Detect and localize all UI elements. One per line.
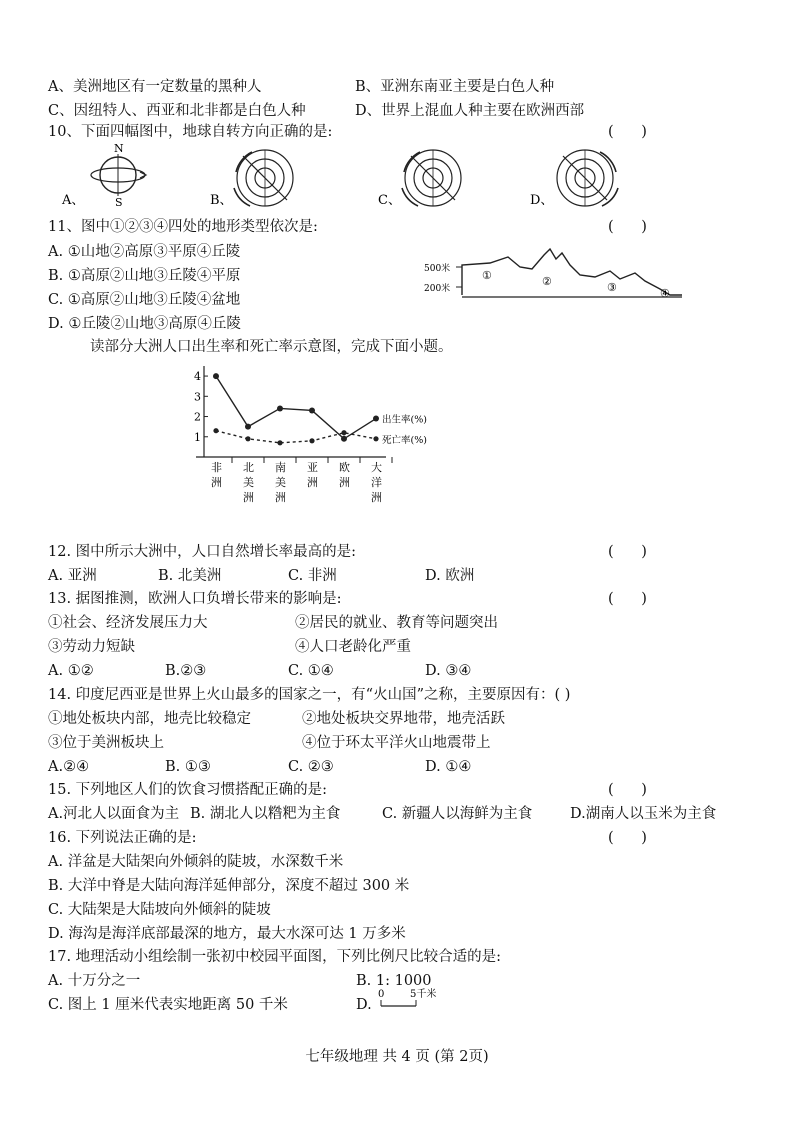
scale-distance-label: 5千米 [410, 989, 437, 1000]
q11-option-c: C. ①高原②山地③丘陵④盆地 [48, 292, 241, 308]
q13-stem: 13. 据图推测，欧洲人口负增长带来的影响是: [48, 591, 342, 607]
q12-stem: 12. 图中所示大洲中，人口自然增长率最高的是: [48, 544, 357, 560]
profile-marker-4: ④ [660, 287, 670, 300]
data-point [213, 373, 219, 379]
x-tick-label: 亚 [307, 461, 318, 474]
q16-option-d: D. 海沟是海洋底部最深的地方，最大水深可达 1 万多米 [48, 926, 406, 942]
q13-answer-paren: ( ) [608, 591, 647, 607]
reading-prompt: 读部分大洲人口出生率和死亡率示意图，完成下面小题。 [90, 339, 453, 355]
q15-option-a: A.河北人以面食为主 [48, 806, 180, 822]
q10-earth-rotation-figures [60, 142, 690, 214]
profile-label-500m: 500米 [424, 264, 451, 274]
q14-option-c: C. ②③ [288, 759, 334, 775]
q10-figure-c-polar-icon [402, 150, 461, 206]
x-tick-label: 北 [243, 461, 254, 474]
q14-item-3: ③位于美洲板块上 [48, 735, 164, 751]
q17-scale-bar [374, 986, 454, 1012]
q17-option-c: C. 图上 1 厘米代表实地距离 50 千米 [48, 997, 288, 1013]
q14-item-1: ①地处板块内部，地壳比较稳定 [48, 711, 251, 727]
x-tick-label: 洲 [243, 491, 254, 504]
q15-answer-paren: ( ) [608, 782, 647, 798]
q14-stem: 14. 印度尼西亚是世界上火山最多的国家之一，有“火山国”之称，主要原因有：( ) [48, 687, 571, 703]
data-point [341, 430, 346, 435]
q17-stem: 17. 地理活动小组绘制一张初中校园平面图，下列比例尺比较合适的是: [48, 949, 502, 965]
q10-answer-paren: ( ) [608, 124, 647, 140]
data-point [309, 407, 315, 413]
y-tick-label: 3 [194, 390, 201, 404]
q12-option-d: D. 欧洲 [425, 568, 475, 584]
data-point [373, 436, 378, 441]
q12-option-c: C. 非洲 [288, 568, 337, 584]
q11-option-b: B. ①高原②山地③丘陵④平原 [48, 268, 241, 284]
profile-marker-1: ① [482, 269, 492, 282]
q13-option-b: B.②③ [165, 663, 207, 679]
series-line-death-rate [216, 431, 376, 443]
data-point [373, 416, 379, 422]
page-footer: 七年级地理 共 4 页 (第 2页) [305, 1049, 489, 1065]
data-point [245, 436, 250, 441]
q16-answer-paren: ( ) [608, 830, 647, 846]
data-point [213, 428, 218, 433]
q13-item-2: ②居民的就业、教育等问题突出 [295, 615, 498, 631]
x-tick-label: 洲 [307, 476, 318, 489]
q14-item-4: ④位于环太平洋火山地震带上 [302, 735, 491, 751]
q14-option-d: D. ①④ [425, 759, 472, 775]
x-tick-label: 非 [211, 461, 222, 474]
q13-item-1: ①社会、经济发展压力大 [48, 615, 208, 631]
q13-item-4: ④人口老龄化严重 [295, 639, 411, 655]
q15-stem: 15. 下列地区人们的饮食习惯搭配正确的是: [48, 782, 328, 798]
q10-label-a: A、 [62, 193, 85, 208]
x-tick-label: 洲 [211, 476, 222, 489]
north-pole-label: N [114, 142, 124, 155]
data-point [245, 424, 251, 430]
q9-option-d: D、世界上混血人种主要在欧洲西部 [355, 103, 585, 119]
q10-label-c: C、 [378, 193, 401, 208]
q11-stem: 11、图中①②③④四处的地形类型依次是: [48, 219, 318, 235]
profile-label-200m: 200米 [424, 284, 451, 294]
q13-item-3: ③劳动力短缺 [48, 639, 135, 655]
data-point [277, 440, 282, 445]
series-label: 死亡率(%) [382, 434, 427, 446]
q13-option-c: C. ①④ [288, 663, 334, 679]
profile-marker-3: ③ [607, 281, 617, 294]
q17-option-a: A. 十万分之一 [48, 973, 141, 989]
q12-option-a: A. 亚洲 [48, 568, 97, 584]
x-tick-label: 美 [243, 476, 254, 489]
q13-option-d: D. ③④ [425, 663, 472, 679]
q9-option-b: B、亚洲东南亚主要是白色人种 [355, 79, 555, 95]
q9-option-c: C、因纽特人、西亚和北非都是白色人种 [48, 103, 306, 119]
q12-option-b: B. 北美洲 [158, 568, 222, 584]
data-point [277, 405, 283, 411]
q10-stem: 10、下面四幅图中，地球自转方向正确的是: [48, 124, 333, 140]
q14-item-2: ②地处板块交界地带，地壳活跃 [302, 711, 505, 727]
q11-answer-paren: ( ) [608, 219, 647, 235]
q12-answer-paren: ( ) [608, 544, 647, 560]
x-tick-label: 美 [275, 476, 286, 489]
q15-option-d: D.湖南人以玉米为主食 [570, 806, 717, 822]
q14-option-b: B. ①③ [165, 759, 211, 775]
y-tick-label: 1 [194, 430, 201, 444]
series-line-birth-rate [216, 376, 376, 439]
q10-label-b: B、 [210, 193, 233, 208]
q11-option-a: A. ①山地②高原③平原④丘陵 [48, 244, 241, 260]
x-tick-label: 洲 [275, 491, 286, 504]
q16-stem: 16. 下列说法正确的是: [48, 830, 197, 846]
x-tick-label: 南 [275, 461, 286, 474]
y-tick-label: 4 [194, 370, 201, 384]
q9-option-a: A、美洲地区有一定数量的黑种人 [48, 79, 262, 95]
q16-option-a: A. 洋盆是大陆架向外倾斜的陡坡，水深数千米 [48, 854, 344, 870]
q15-option-b: B. 湖北人以糌粑为主食 [190, 806, 341, 822]
x-tick-label: 大 [371, 461, 382, 474]
q14-option-a: A.②④ [48, 759, 90, 775]
data-point [309, 438, 314, 443]
q16-option-b: B. 大洋中脊是大陆向海洋延伸部分，深度不超过 300 米 [48, 878, 410, 894]
scale-zero-label: 0 [378, 989, 385, 1000]
x-tick-label: 洲 [339, 476, 350, 489]
q10-figure-a-globe-icon [91, 142, 146, 209]
q10-label-d: D、 [530, 193, 554, 208]
q15-option-c: C. 新疆人以海鲜为主食 [382, 806, 533, 822]
q10-figure-b-polar-icon [234, 150, 293, 206]
q17-option-b: B. 1: 1000 [356, 973, 432, 989]
profile-marker-2: ② [542, 275, 552, 288]
q11-terrain-profile [420, 245, 690, 305]
birth-death-rate-chart [180, 362, 450, 522]
x-tick-label: 洋 [371, 476, 382, 489]
q11-option-d: D. ①丘陵②山地③高原④丘陵 [48, 316, 241, 332]
x-tick-label: 洲 [371, 491, 382, 504]
q10-figure-d-polar-icon [557, 150, 618, 206]
q13-option-a: A. ①② [48, 663, 94, 679]
q16-option-c: C. 大陆架是大陆坡向外倾斜的陡坡 [48, 902, 271, 918]
south-pole-label: S [115, 196, 123, 209]
series-label: 出生率(%) [382, 414, 427, 426]
y-tick-label: 2 [194, 410, 201, 424]
q17-option-d: D. [356, 997, 372, 1013]
x-tick-label: 欧 [339, 461, 350, 474]
data-point [341, 436, 347, 442]
